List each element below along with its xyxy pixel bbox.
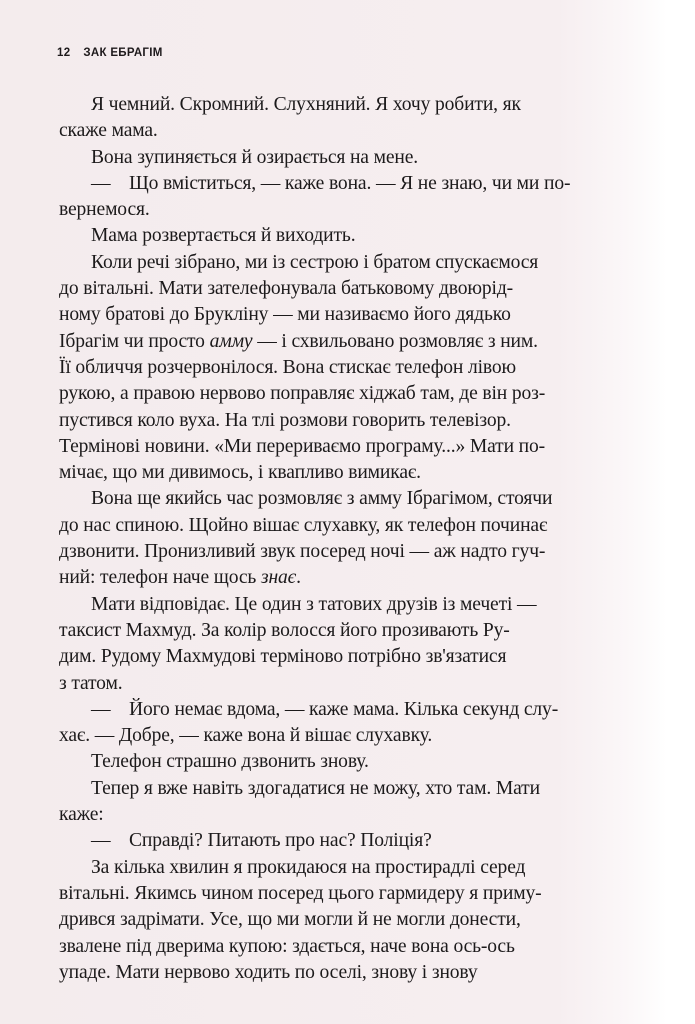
author-name: ЗАК ЕБРАГІМ	[83, 47, 163, 59]
line-text: .	[296, 567, 301, 589]
line-text: Що вміститься, — каже вона. — Я не знаю, чи ми по-	[129, 172, 571, 194]
line-text: до нас спиною. Щойно вішає слухавку, як телефон починає	[59, 514, 548, 536]
dialogue-dash: —	[91, 172, 111, 194]
line-text: мічає, що ми дивимось, і квапливо вимикає.	[59, 462, 421, 484]
dialogue-line	[59, 828, 599, 854]
line-text: дрився задрімати. Усе, що ми могли й не могли донести,	[59, 909, 521, 931]
text-line	[59, 960, 599, 986]
text-line	[59, 881, 599, 907]
text-line	[59, 276, 599, 302]
text-line	[59, 145, 599, 171]
line-text: до вітальні. Мати зателефонувала батьковому двоюрід-	[59, 278, 514, 300]
line-text: дим. Рудому Махмудові терміново потрібно зв'язатися	[59, 646, 507, 668]
line-text: з татом.	[59, 672, 123, 694]
line-text: пустився коло вуха. На тлі розмови говорить телевізор.	[59, 409, 511, 431]
line-text: скаже мама.	[59, 120, 158, 142]
line-text: — і схвильовано розмовляє з ним.	[252, 330, 538, 352]
text-line	[59, 618, 599, 644]
line-text: рукою, а правою нервово поправляє хіджаб там, де він роз-	[59, 383, 546, 405]
italic-word: знає	[260, 567, 297, 589]
line-text: Коли речі зібрано, ми із сестрою і братом спускаємося	[91, 251, 539, 273]
text-line	[59, 749, 599, 775]
text-line	[59, 250, 599, 276]
line-text: вітальні. Якимсь чином посеред цього гармидеру я приму-	[59, 882, 542, 904]
dialogue-line	[59, 171, 599, 197]
dialogue-dash: —	[91, 830, 111, 852]
line-text: ний: телефон наче щось	[59, 567, 261, 589]
text-line	[59, 802, 599, 828]
text-line	[59, 565, 599, 591]
line-text: Вона зупиняється й озирається на мене.	[91, 146, 419, 168]
line-text: Я чемний. Скромний. Слухняний. Я хочу робити, як	[91, 94, 521, 115]
line-text: Термінові новини. «Ми перериваємо програму...» Мати по-	[59, 435, 546, 457]
text-line	[59, 118, 599, 144]
running-head	[57, 47, 163, 59]
line-text: дзвонити. Пронизливий звук посеред ночі — аж надто гуч-	[59, 541, 546, 563]
text-line	[59, 539, 599, 565]
text-line	[59, 671, 599, 697]
line-text: Мама розвертається й виходить.	[91, 225, 356, 247]
page-number: 12	[57, 47, 71, 59]
text-line	[59, 592, 599, 618]
body-text	[59, 92, 599, 986]
line-text: упаде. Мати нервово ходить по оселі, знову і знову	[59, 961, 478, 983]
line-text: За кілька хвилин я прокидаюся на простирадлі серед	[91, 856, 526, 878]
italic-word: амму	[209, 330, 253, 352]
line-text: таксист Махмуд. За колір волосся його прозивають Ру-	[59, 619, 510, 641]
text-line	[59, 223, 599, 249]
text-line	[59, 855, 599, 881]
text-line	[59, 329, 599, 355]
text-line	[59, 302, 599, 328]
text-line	[59, 907, 599, 933]
text-line	[59, 486, 599, 512]
line-text: звалене під дверима купою: здається, наче вона ось-ось	[59, 935, 515, 957]
line-text: хає. — Добре, — каже вона й вішає слухавку.	[59, 725, 433, 747]
line-text: Справді? Питають про нас? Поліція?	[129, 830, 432, 852]
line-text: Тепер я вже навіть здогадатися не можу, хто там. Мати	[91, 777, 540, 799]
text-line	[59, 776, 599, 802]
text-line	[59, 460, 599, 486]
text-line	[59, 408, 599, 434]
text-line	[59, 355, 599, 381]
text-line	[59, 197, 599, 223]
line-text: Телефон страшно дзвонить знову.	[91, 751, 369, 773]
text-line	[59, 434, 599, 460]
line-text: Ібрагім чи просто	[59, 330, 210, 352]
text-line	[59, 723, 599, 749]
text-line	[59, 934, 599, 960]
text-line	[59, 644, 599, 670]
line-text: Вона ще якийсь час розмовляє з амму Ібрагімом, стоячи	[91, 488, 553, 510]
line-text: Її обличчя розчервонілося. Вона стискає телефон лівою	[59, 356, 517, 378]
text-line	[59, 92, 599, 118]
line-text: каже:	[59, 804, 104, 826]
dialogue-dash: —	[91, 698, 111, 720]
line-text: Його немає вдома, — каже мама. Кілька секунд слу-	[129, 698, 559, 720]
line-text: вернемося.	[59, 199, 150, 221]
text-line	[59, 381, 599, 407]
dialogue-line	[59, 697, 599, 723]
line-text: ному братові до Брукліну — ми називаємо його дядько	[59, 304, 511, 326]
line-text: Мати відповідає. Це один з татових друзів із мечеті —	[91, 593, 537, 615]
text-line	[59, 513, 599, 539]
